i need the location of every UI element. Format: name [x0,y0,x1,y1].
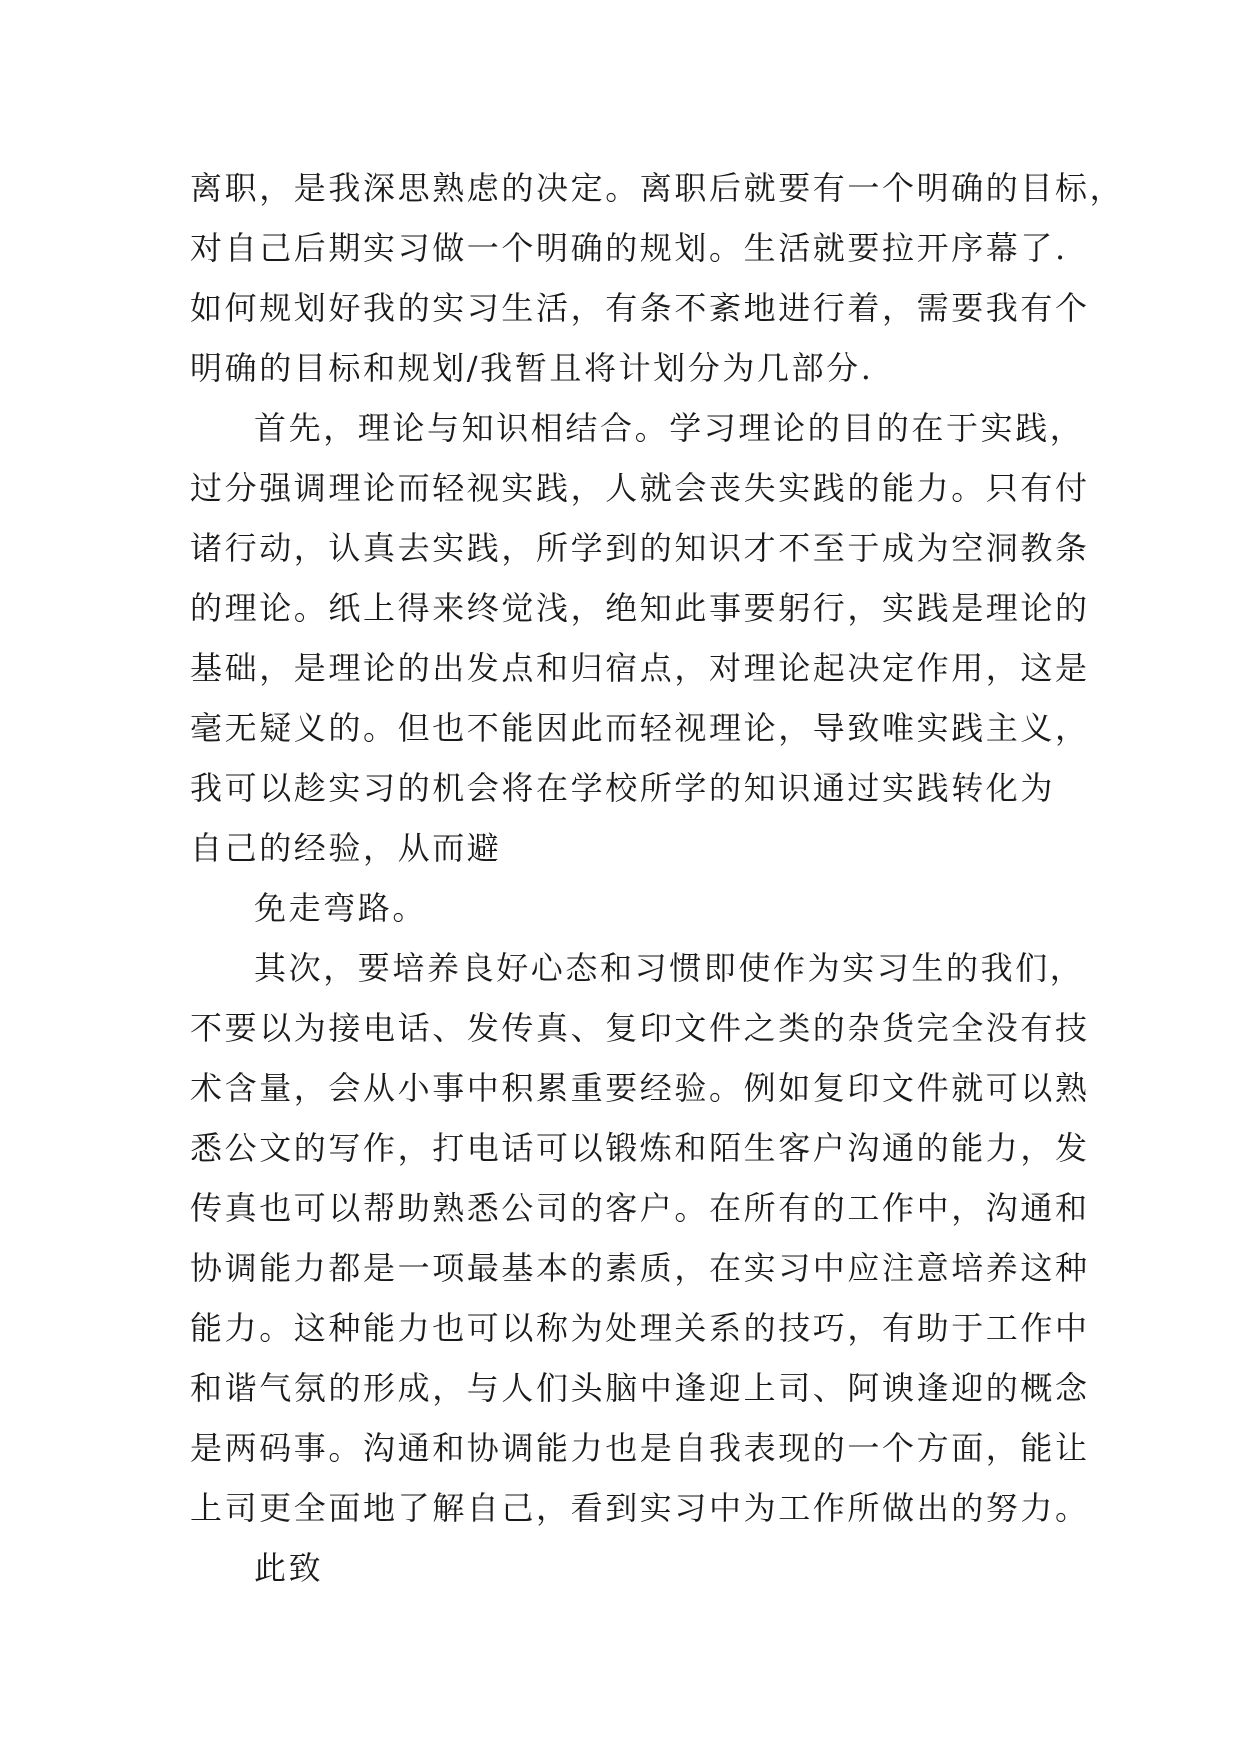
text-line: 术含量，会从小事中积累重要经验。例如复印文件就可以熟 [190,1069,1090,1107]
text-line: 毫无疑义的。但也不能因此而轻视理论，导致唯实践主义， [190,709,1090,747]
paragraph-first-line: 免走弯路。 [254,889,428,927]
text-line: 明确的目标和规划/我暂且将计划分为几部分. [190,349,874,387]
text-line: 和谐气氛的形成，与人们头脑中逢迎上司、阿谀逢迎的概念 [190,1369,1090,1407]
text-line: 如何规划好我的实习生活，有条不紊地进行着，需要我有个 [190,289,1090,327]
text-line: 诸行动，认真去实践，所学到的知识才不至于成为空洞教条 [190,529,1090,567]
text-line: 能力。这种能力也可以称为处理关系的技巧，有助于工作中 [190,1309,1090,1347]
paragraph-first-line: 其次，要培养良好心态和习惯即使作为实习生的我们， [254,949,1085,987]
document-body [190,158,1125,1598]
text-line: 基础，是理论的出发点和归宿点，对理论起决定作用，这是 [190,649,1090,687]
text-line: 我可以趁实习的机会将在学校所学的知识通过实践转化为 [190,769,1056,807]
text-line: 是两码事。沟通和协调能力也是自我表现的一个方面，能让 [190,1429,1090,1467]
text-line: 的理论。纸上得来终觉浅，绝知此事要躬行，实践是理论的 [190,589,1090,627]
text-line: 过分强调理论而轻视实践，人就会丧失实践的能力。只有付 [190,469,1090,507]
paragraph-first-line: 首先，理论与知识相结合。学习理论的目的在于实践， [254,409,1085,447]
text-line: 上司更全面地了解自己，看到实习中为工作所做出的努力。 [190,1489,1090,1527]
text-line: 对自己后期实习做一个明确的规划。生活就要拉开序幕了. [190,229,1068,267]
text-line: 悉公文的写作，打电话可以锻炼和陌生客户沟通的能力，发 [190,1129,1090,1167]
text-line: 不要以为接电话、发传真、复印文件之类的杂货完全没有技 [190,1009,1090,1047]
closing-salutation: 此致 [254,1549,324,1587]
text-line: 协调能力都是一项最基本的素质，在实习中应注意培养这种 [190,1249,1090,1287]
text-line: 自己的经验，从而避 [190,829,502,867]
text-line: 传真也可以帮助熟悉公司的客户。在所有的工作中，沟通和 [190,1189,1090,1227]
text-line: 离职，是我深思熟虑的决定。离职后就要有一个明确的目标， [190,169,1125,207]
